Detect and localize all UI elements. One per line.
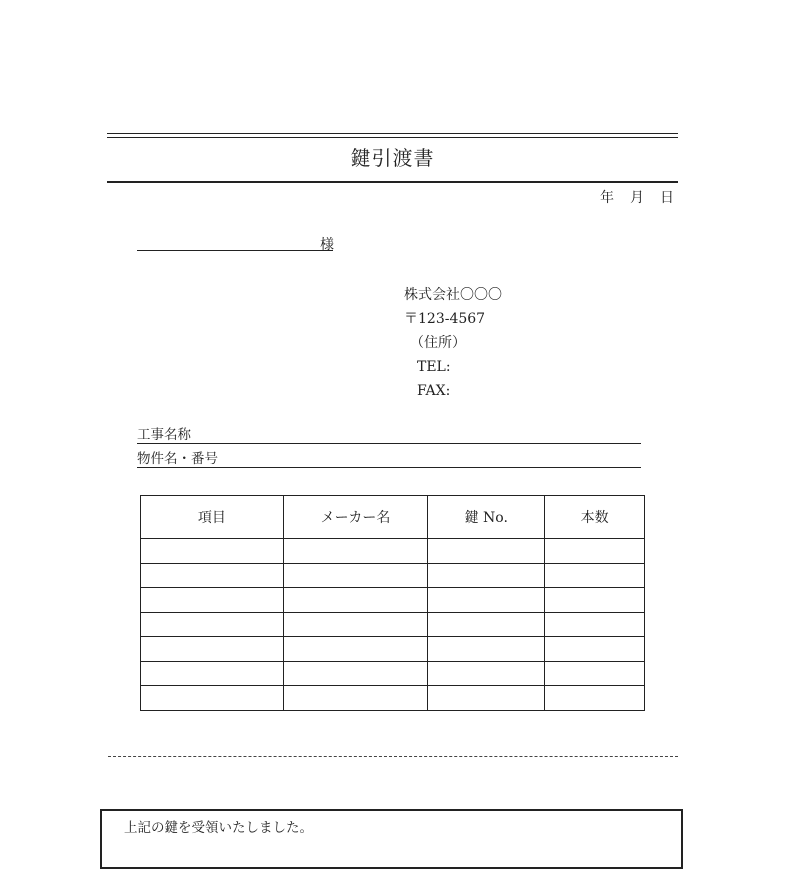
header-maker: メーカー名 bbox=[283, 496, 428, 539]
date-label: 年 月 日 bbox=[600, 190, 675, 206]
title-top-rule-inner bbox=[107, 137, 678, 138]
table-cell[interactable] bbox=[141, 588, 284, 613]
table-cell[interactable] bbox=[428, 686, 545, 711]
table-cell[interactable] bbox=[545, 539, 645, 564]
table-cell[interactable] bbox=[545, 637, 645, 662]
project-name-label: 工事名称 bbox=[137, 427, 191, 443]
header-key-no: 鍵 No. bbox=[428, 496, 545, 539]
table-cell[interactable] bbox=[428, 661, 545, 686]
title-top-rule bbox=[107, 133, 678, 134]
title-bottom-rule bbox=[107, 181, 678, 183]
cut-line bbox=[108, 756, 678, 757]
table-cell[interactable] bbox=[545, 588, 645, 613]
table-cell[interactable] bbox=[428, 539, 545, 564]
property-field bbox=[137, 451, 641, 468]
table-row bbox=[141, 661, 645, 686]
table-cell[interactable] bbox=[141, 539, 284, 564]
receipt-text: 上記の鍵を受領いたしました。 bbox=[124, 820, 313, 836]
table-cell[interactable] bbox=[283, 686, 428, 711]
table-cell[interactable] bbox=[428, 612, 545, 637]
company-postal: 〒123-4567 bbox=[404, 311, 486, 327]
addressee-line bbox=[137, 250, 333, 251]
table-row bbox=[141, 563, 645, 588]
company-block bbox=[404, 283, 502, 403]
table-cell[interactable] bbox=[545, 563, 645, 588]
table-cell[interactable] bbox=[283, 612, 428, 637]
table-cell[interactable] bbox=[141, 612, 284, 637]
table-row bbox=[141, 637, 645, 662]
header-count: 本数 bbox=[545, 496, 645, 539]
document-title: 鍵引渡書 bbox=[350, 146, 435, 170]
key-table bbox=[140, 495, 645, 711]
table-row bbox=[141, 588, 645, 613]
table-header-row bbox=[141, 496, 645, 539]
table-cell[interactable] bbox=[545, 612, 645, 637]
header-item: 項目 bbox=[141, 496, 284, 539]
table-cell[interactable] bbox=[141, 563, 284, 588]
table-cell[interactable] bbox=[545, 686, 645, 711]
table-cell[interactable] bbox=[283, 637, 428, 662]
company-name: 株式会社〇〇〇 bbox=[404, 287, 502, 303]
table-row bbox=[141, 612, 645, 637]
project-name-field bbox=[137, 427, 641, 444]
table-row bbox=[141, 686, 645, 711]
table-cell[interactable] bbox=[545, 661, 645, 686]
company-tel: TEL: bbox=[417, 359, 451, 375]
table-cell[interactable] bbox=[428, 588, 545, 613]
table-cell[interactable] bbox=[141, 637, 284, 662]
table-cell[interactable] bbox=[283, 563, 428, 588]
table-cell[interactable] bbox=[283, 539, 428, 564]
table-cell[interactable] bbox=[428, 563, 545, 588]
company-address: （住所） bbox=[410, 335, 466, 351]
property-label: 物件名・番号 bbox=[137, 451, 218, 467]
table-cell[interactable] bbox=[283, 588, 428, 613]
addressee-suffix: 様 bbox=[320, 237, 334, 253]
table-cell[interactable] bbox=[283, 661, 428, 686]
table-cell[interactable] bbox=[141, 686, 284, 711]
table-row bbox=[141, 539, 645, 564]
table-cell[interactable] bbox=[141, 661, 284, 686]
company-fax: FAX: bbox=[417, 383, 451, 399]
table-cell[interactable] bbox=[428, 637, 545, 662]
